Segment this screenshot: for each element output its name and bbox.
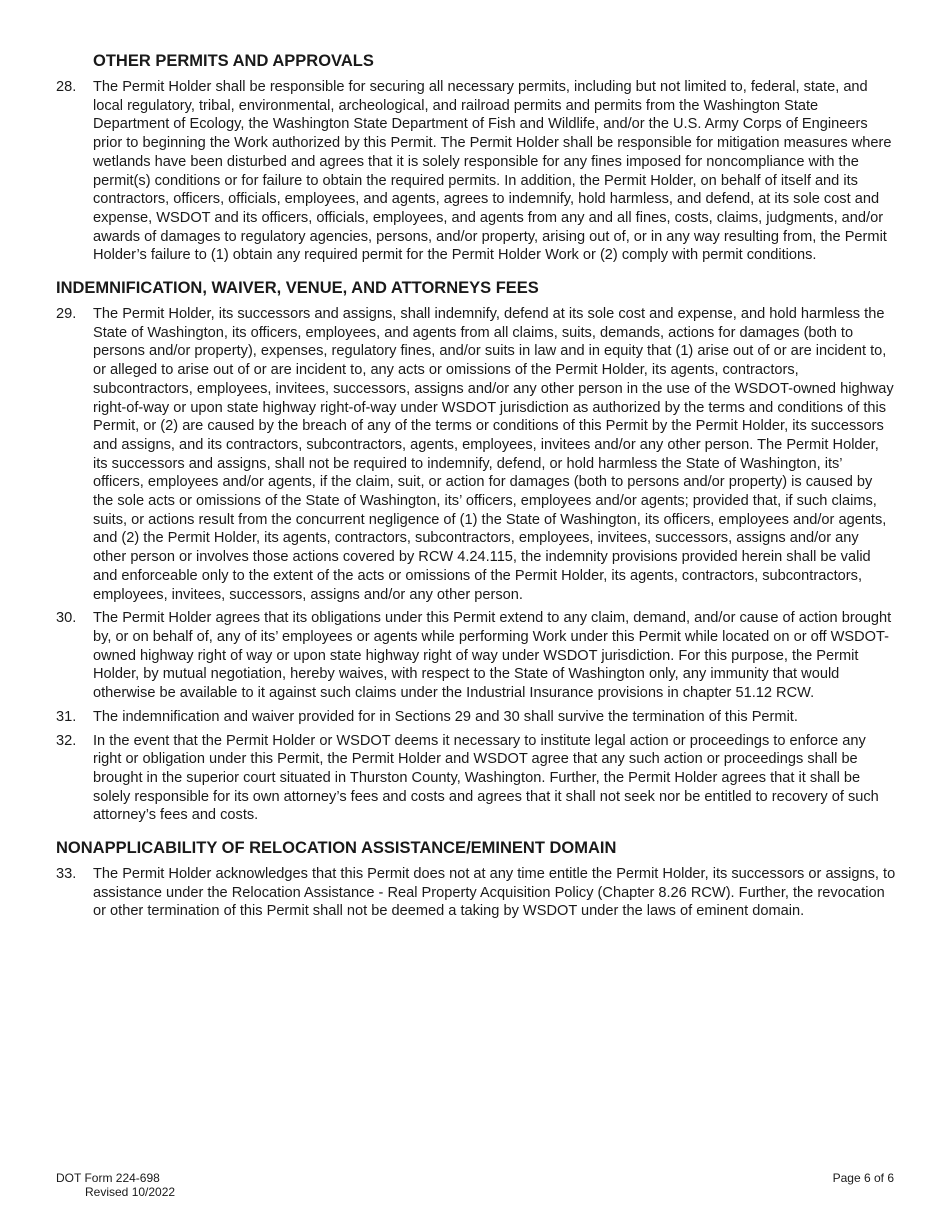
clause-29 [56,305,896,604]
clause-text: The Permit Holder acknowledges that this Permit does not at any time entitle the Permit Holder, its successors or assigns, to assistance under the Relocation Assistance - Real Property Acquisition Policy (Chapter 8.26 RCW). Further, the revocation or other termination of this Permit shall not be deemed a taking by WSDOT under the laws of eminent domain. [93,866,896,920]
clause-28 [56,78,896,265]
clause-33 [56,865,896,921]
clause-number: 33. [56,866,77,883]
clause-number: 32. [56,732,77,749]
clause-30 [56,609,896,703]
revision-date: Revised 10/2022 [85,1185,176,1199]
clause-text: The Permit Holder agrees that its obligations under this Permit extend to any claim, demand, and/or cause of action brought by, or on behalf of, any of its’ employees or agents while performing Work under this Permit while located on or off WSDOT-owned highway right of way or upon state highway right of way under WSDOT jurisdiction. For this purpose, the Permit Holder, by mutual negotiation, hereby waives, with respect to the State of Washington only, any immunity that would otherwise be available to it against such claims under the Industrial Insurance provisions in chapter 51.12 RCW. [93,610,892,702]
clause-text: In the event that the Permit Holder or WSDOT deems it necessary to institute legal action or proceedings to enforce any right or obligation under this Permit, the Permit Holder and WSDOT agree that any such action or proceedings shall be brought in the superior court situated in Thurston County, Washington. Further, the Permit Holder agrees that it shall be solely responsible for its own attorney’s fees and costs and agrees that it shall not seek nor be entitled to recovery of such attorney’s fees and costs. [93,732,879,824]
clause-text: The Permit Holder shall be responsible for securing all necessary permits, including but not limited to, federal, state, and local regulatory, tribal, environmental, archeological, and railroad permits and permits from the Washington State Department of Ecology, the Washington State Department of Fish and Wildlife, and/or the U.S. Army Corps of Engineers prior to beginning the Work authorized by this Permit. The Permit Holder shall be responsible for mitigation measures where wetlands have been disturbed and agrees that it is solely responsible for any fines imposed for noncompliance with the permit(s) conditions or for failure to obtain the required permits. In addition, the Permit Holder, on behalf of itself and its contractors, officers, officials, employees, and agents, agrees to indemnify, hold harmless, and defend, at its sole cost and expense, WSDOT and its officers, officials, employees, and agents from any and all fines, costs, claims, judgments, and/or awards of damages to regulatory agencies, persons, and/or property, arising out of, or in any way resulting from, the Permit Holder’s failure to (1) obtain any required permit for the Permit Holder Work or (2) comply with permit conditions. [93,79,892,264]
document-page [56,50,896,933]
clause-number: 31. [56,708,77,725]
clause-number: 29. [56,306,77,323]
section-heading: NONAPPLICABILITY OF RELOCATION ASSISTANCE/EMINENT DOMAIN [56,839,617,858]
clause-text: The Permit Holder, its successors and assigns, shall indemnify, defend at its sole cost and expense, and hold harmless the State of Washington, its officers, employees, and agents from all claims, suits, demands, actions for damages (both to persons and/or property), expenses, regulatory fines, and/or suits in law and in equity that (1) arise out of or are incident to, or alleged to arise out of or are incident to, any acts or omissions of the Permit Holder, its agents, contractors, subcontractors, employees, invitees, successors, assigns and/or any other person in the use of the WSDOT-owned highway right-of-way or upon state highway right-of-way under WSDOT jurisdiction as authorized by the terms and conditions of this Permit, or (2) are caused by the breach of any of the terms or conditions of this Permit by the Permit Holder, its successors and assigns, and its contractors, subcontractors, agents, employees, invitees and/or any other person. The Permit Holder, its successors and assigns, shall not be required to indemnify, defend, or hold harmless the State of Washington, its’ officers, employees and/or agents, if the claim, suit, or action for damages (both to persons and/or property) is caused by the sole acts or omissions of the State of Washington, its’ officers, employees and/or agents; provided that, if such claims, suits, or actions result from the concurrent negligence of (1) the State of Washington, its officers, employees and/or agents, and (2) the Permit Holder, its agents, contractors, subcontractors, employees, invitees, successors, assigns and/or any other person or involves those actions covered by RCW 4.24.115, the indemnity provisions provided herein shall be valid and enforceable only to the extent of the acts or omissions of the Permit Holder, its agents, contractors, subcontractors, employees, invitees, successors, assigns and/or any other person. [93,306,894,603]
section-nonapplicability [56,837,896,921]
section-heading: INDEMNIFICATION, WAIVER, VENUE, AND ATTORNEYS FEES [56,279,539,298]
page-number: Page 6 of 6 [832,1171,894,1185]
section-indemnification [56,277,896,825]
form-info [56,1171,175,1199]
clause-32 [56,732,896,826]
clause-31 [56,708,896,727]
clause-number: 28. [56,79,77,95]
clause-text: The indemnification and waiver provided for in Sections 29 and 30 shall survive the termination of this Permit. [93,708,798,725]
section-other-permits [56,50,896,265]
section-heading: OTHER PERMITS AND APPROVALS [93,52,374,70]
form-number: DOT Form 224-698 [56,1171,160,1185]
clause-number: 30. [56,610,77,627]
